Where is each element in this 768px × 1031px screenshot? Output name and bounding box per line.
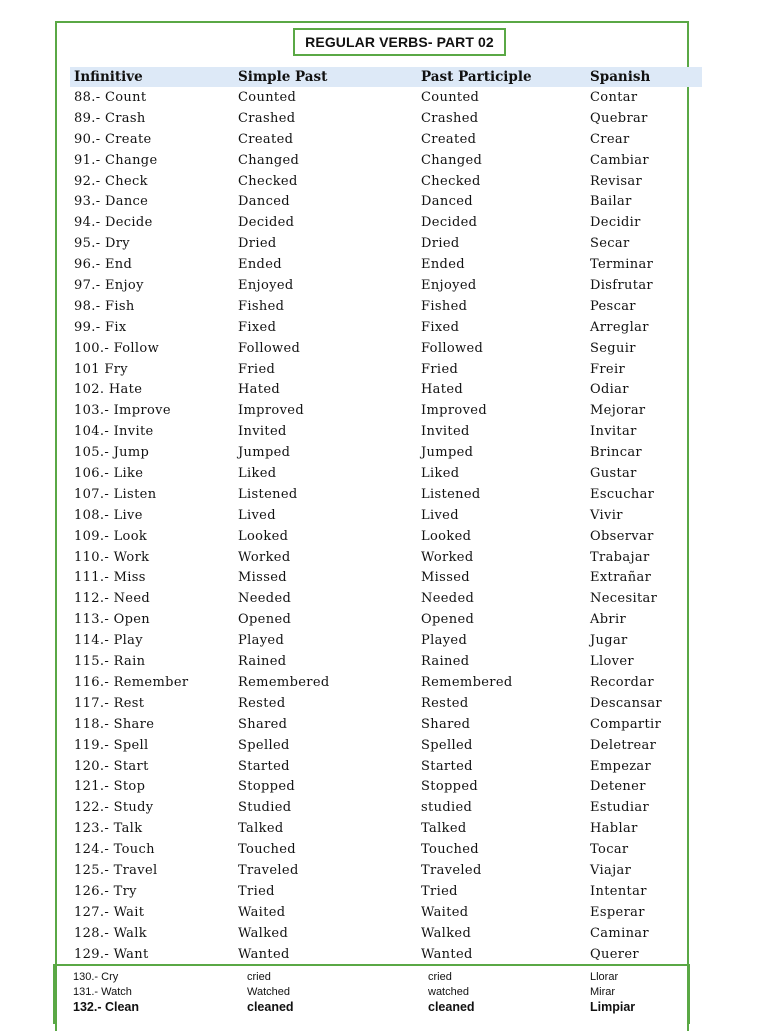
- table-row: [0, 464, 768, 485]
- infinitive-cell: 94.- Decide: [74, 215, 153, 231]
- simple-past-cell: cleaned: [247, 1000, 294, 1014]
- spanish-cell: Llorar: [590, 971, 619, 983]
- simple-past-cell: Fried: [238, 361, 276, 377]
- page-title-text: REGULAR VERBS- PART 02: [305, 34, 494, 50]
- infinitive-cell: 120.- Start: [74, 758, 149, 774]
- simple-past-cell: Walked: [238, 925, 289, 941]
- table-row: [0, 506, 768, 527]
- table-row: [0, 276, 768, 297]
- past-participle-cell: Crashed: [421, 110, 479, 126]
- simple-past-cell: Worked: [238, 549, 291, 565]
- table-row: [0, 151, 768, 172]
- simple-past-cell: Counted: [238, 90, 297, 105]
- past-participle-cell: Invited: [421, 424, 470, 440]
- simple-past-cell: Opened: [238, 612, 292, 628]
- simple-past-cell: Jumped: [238, 445, 291, 461]
- spanish-cell: Contar: [590, 90, 638, 105]
- spanish-cell: Necesitar: [590, 591, 658, 607]
- table-row: [0, 527, 768, 548]
- past-participle-cell: Stopped: [421, 779, 479, 795]
- past-participle-cell: Hated: [421, 382, 464, 398]
- simple-past-cell: Tried: [238, 883, 275, 899]
- table-row: [0, 924, 768, 945]
- simple-past-cell: Followed: [238, 340, 301, 356]
- past-participle-cell: Followed: [421, 340, 484, 356]
- spanish-cell: Freir: [590, 361, 626, 377]
- past-participle-cell: Checked: [421, 173, 481, 189]
- simple-past-cell: Shared: [238, 716, 288, 732]
- simple-past-cell: Improved: [238, 403, 304, 419]
- simple-past-cell: Checked: [238, 173, 298, 189]
- infinitive-cell: 98.- Fish: [74, 298, 135, 314]
- table-row: [0, 568, 768, 589]
- simple-past-cell: Invited: [238, 424, 287, 440]
- spanish-cell: Revisar: [590, 173, 643, 189]
- table-row: [0, 548, 768, 569]
- past-participle-cell: Ended: [421, 257, 465, 273]
- spanish-cell: Arreglar: [590, 319, 649, 335]
- past-participle-cell: Fixed: [421, 319, 460, 335]
- infinitive-cell: 103.- Improve: [74, 403, 171, 419]
- table-row: [0, 318, 768, 339]
- header-infinitive: Infinitive: [74, 69, 143, 85]
- table-row: [0, 360, 768, 381]
- spanish-cell: Quebrar: [590, 110, 648, 126]
- simple-past-cell: Waited: [238, 904, 286, 920]
- spanish-cell: Brincar: [590, 445, 642, 461]
- simple-past-cell: Decided: [238, 215, 295, 231]
- infinitive-cell: 99.- Fix: [74, 319, 127, 335]
- table-row: [0, 819, 768, 840]
- table-row: [0, 945, 768, 966]
- simple-past-cell: Wanted: [238, 946, 290, 962]
- simple-past-cell: Looked: [238, 528, 289, 544]
- spanish-cell: Intentar: [590, 883, 647, 899]
- past-participle-cell: cried: [428, 971, 452, 983]
- spanish-cell: Jugar: [590, 633, 628, 649]
- past-participle-cell: Looked: [421, 528, 472, 544]
- table-row: [0, 172, 768, 193]
- simple-past-cell: Stopped: [238, 779, 296, 795]
- simple-past-cell: Dried: [238, 236, 277, 252]
- table-row: [0, 757, 768, 778]
- spanish-cell: Secar: [590, 236, 630, 252]
- past-participle-cell: Enjoyed: [421, 278, 477, 294]
- past-participle-cell: Tried: [421, 883, 458, 899]
- past-participle-cell: Jumped: [421, 445, 474, 461]
- infinitive-cell: 109.- Look: [74, 528, 148, 544]
- simple-past-cell: Lived: [238, 507, 276, 523]
- spanish-cell: Empezar: [590, 758, 652, 774]
- table-header: [70, 67, 702, 87]
- table-row: [0, 694, 768, 715]
- past-participle-cell: Walked: [421, 925, 472, 941]
- past-participle-cell: Needed: [421, 591, 475, 607]
- simple-past-cell: Crashed: [238, 110, 296, 126]
- simple-past-cell: Played: [238, 633, 285, 649]
- past-participle-cell: cleaned: [428, 1000, 475, 1014]
- past-participle-cell: watched: [428, 986, 469, 998]
- table-row: [0, 589, 768, 610]
- past-participle-cell: Danced: [421, 194, 473, 210]
- simple-past-cell: Hated: [238, 382, 281, 398]
- past-participle-cell: Lived: [421, 507, 459, 523]
- spanish-cell: Extrañar: [590, 570, 652, 586]
- infinitive-cell: 113.- Open: [74, 612, 151, 628]
- past-participle-cell: Improved: [421, 403, 487, 419]
- simple-past-cell: Talked: [238, 821, 284, 837]
- simple-past-cell: Created: [238, 131, 294, 147]
- simple-past-cell: Needed: [238, 591, 292, 607]
- past-participle-cell: Missed: [421, 570, 470, 586]
- spanish-cell: Mirar: [590, 986, 616, 998]
- table-row: [0, 777, 768, 798]
- simple-past-cell: Liked: [238, 466, 277, 482]
- infinitive-cell: 126.- Try: [74, 883, 137, 899]
- past-participle-cell: Rested: [421, 695, 469, 711]
- table-row: [0, 109, 768, 130]
- past-participle-cell: Touched: [421, 842, 479, 858]
- spanish-cell: Limpiar: [590, 1000, 636, 1014]
- spanish-cell: Seguir: [590, 340, 636, 356]
- spanish-cell: Trabajar: [590, 549, 650, 565]
- past-participle-cell: Created: [421, 131, 477, 147]
- spanish-cell: Observar: [590, 528, 654, 544]
- simple-past-cell: Changed: [238, 152, 300, 168]
- infinitive-cell: 105.- Jump: [74, 445, 150, 461]
- table-row: [0, 840, 768, 861]
- spanish-cell: Cambiar: [590, 152, 649, 168]
- table-row: [0, 882, 768, 903]
- simple-past-cell: Listened: [238, 486, 298, 502]
- past-participle-cell: Dried: [421, 236, 460, 252]
- infinitive-cell: 104.- Invite: [74, 424, 154, 440]
- infinitive-cell: 122.- Study: [74, 800, 154, 816]
- past-participle-cell: Fried: [421, 361, 459, 377]
- infinitive-cell: 102. Hate: [74, 382, 143, 398]
- simple-past-cell: Touched: [238, 842, 296, 858]
- simple-past-cell: Enjoyed: [238, 278, 294, 294]
- infinitive-cell: 115.- Rain: [74, 654, 146, 670]
- infinitive-cell: 92.- Check: [74, 173, 148, 189]
- table-row: [0, 861, 768, 882]
- spanish-cell: Descansar: [590, 695, 662, 711]
- past-participle-cell: Decided: [421, 215, 478, 231]
- past-participle-cell: Opened: [421, 612, 475, 628]
- spanish-cell: Compartir: [590, 716, 662, 732]
- table-row: [0, 255, 768, 276]
- infinitive-cell: 93.- Dance: [74, 194, 149, 210]
- spanish-cell: Llover: [590, 654, 634, 670]
- spanish-cell: Decidir: [590, 215, 641, 231]
- infinitive-cell: 121.- Stop: [74, 779, 146, 795]
- past-participle-cell: studied: [421, 800, 473, 816]
- past-participle-cell: Shared: [421, 716, 471, 732]
- table-row: [0, 736, 768, 757]
- spanish-cell: Recordar: [590, 674, 654, 690]
- past-participle-cell: Fished: [421, 298, 468, 314]
- spanish-cell: Terminar: [590, 257, 654, 273]
- simple-past-cell: Started: [238, 758, 290, 774]
- spanish-cell: Odiar: [590, 382, 629, 398]
- infinitive-cell: 132.- Clean: [73, 1000, 140, 1014]
- infinitive-cell: 123.- Talk: [74, 821, 143, 837]
- infinitive-cell: 90.- Create: [74, 131, 152, 147]
- header-simple-past: Simple Past: [238, 69, 328, 85]
- table-row: [0, 673, 768, 694]
- infinitive-cell: 127.- Wait: [74, 904, 145, 920]
- simple-past-cell: Spelled: [238, 737, 290, 753]
- spanish-cell: Esperar: [590, 904, 645, 920]
- past-participle-cell: Listened: [421, 486, 481, 502]
- past-participle-cell: Waited: [421, 904, 469, 920]
- past-participle-cell: Played: [421, 633, 468, 649]
- infinitive-cell: 96.- End: [74, 257, 133, 273]
- table-row: [0, 443, 768, 464]
- table-row: [0, 380, 768, 401]
- table-row: [0, 485, 768, 506]
- verb-table: [0, 88, 768, 965]
- table-row: [0, 652, 768, 673]
- spanish-cell: Mejorar: [590, 403, 646, 419]
- table-row: [0, 88, 768, 109]
- spanish-cell: Estudiar: [590, 800, 650, 816]
- infinitive-cell: 118.- Share: [74, 716, 155, 732]
- spanish-cell: Abrir: [590, 612, 627, 628]
- page-title: [293, 28, 506, 56]
- infinitive-cell: 131.- Watch: [73, 986, 132, 998]
- past-participle-cell: Worked: [421, 549, 474, 565]
- simple-past-cell: Danced: [238, 194, 290, 210]
- infinitive-cell: 88.- Count: [74, 90, 147, 105]
- past-participle-cell: Started: [421, 758, 473, 774]
- spanish-cell: Pescar: [590, 298, 636, 314]
- table-row: [0, 339, 768, 360]
- past-participle-cell: Wanted: [421, 946, 473, 962]
- past-participle-cell: Rained: [421, 654, 470, 670]
- past-participle-cell: Liked: [421, 466, 460, 482]
- past-participle-cell: Spelled: [421, 737, 473, 753]
- spanish-cell: Bailar: [590, 194, 632, 210]
- past-participle-cell: Remembered: [421, 674, 513, 690]
- simple-past-cell: Rested: [238, 695, 286, 711]
- infinitive-cell: 130.- Cry: [73, 971, 119, 983]
- table-row: [0, 903, 768, 924]
- table-row: [0, 234, 768, 255]
- spanish-cell: Viajar: [590, 862, 632, 878]
- infinitive-cell: 112.- Need: [74, 591, 151, 607]
- simple-past-cell: Fished: [238, 298, 285, 314]
- infinitive-cell: 128.- Walk: [74, 925, 147, 941]
- simple-past-cell: Traveled: [238, 862, 299, 878]
- spanish-cell: Caminar: [590, 925, 649, 941]
- spanish-cell: Tocar: [590, 842, 629, 858]
- simple-past-cell: Remembered: [238, 674, 330, 690]
- table-row: [0, 422, 768, 443]
- infinitive-cell: 111.- Miss: [74, 570, 146, 586]
- infinitive-cell: 91.- Change: [74, 152, 158, 168]
- infinitive-cell: 110.- Work: [74, 549, 150, 565]
- infinitive-cell: 125.- Travel: [74, 862, 158, 878]
- spanish-cell: Gustar: [590, 466, 637, 482]
- past-participle-cell: Talked: [421, 821, 467, 837]
- infinitive-cell: 89.- Crash: [74, 110, 146, 126]
- table-row: [0, 610, 768, 631]
- infinitive-cell: 108.- Live: [74, 507, 143, 523]
- infinitive-cell: 101 Fry: [74, 361, 128, 377]
- simple-past-cell: Ended: [238, 257, 282, 273]
- spanish-cell: Vivir: [590, 507, 623, 523]
- spanish-cell: Querer: [590, 946, 639, 962]
- simple-past-cell: Missed: [238, 570, 287, 586]
- header-spanish: Spanish: [590, 69, 651, 85]
- simple-past-cell: Fixed: [238, 319, 277, 335]
- spanish-cell: Deletrear: [590, 737, 657, 753]
- table-row: [0, 297, 768, 318]
- spanish-cell: Invitar: [590, 424, 637, 440]
- infinitive-cell: 97.- Enjoy: [74, 278, 144, 294]
- simple-past-cell: cried: [247, 971, 271, 983]
- infinitive-cell: 107.- Listen: [74, 486, 157, 502]
- table-row: [0, 715, 768, 736]
- simple-past-cell: Rained: [238, 654, 287, 670]
- infinitive-cell: 129.- Want: [74, 946, 149, 962]
- header-past-participle: Past Participle: [421, 69, 532, 85]
- spanish-cell: Detener: [590, 779, 646, 795]
- past-participle-cell: Counted: [421, 90, 480, 105]
- table-row: [0, 401, 768, 422]
- infinitive-cell: 117.- Rest: [74, 695, 145, 711]
- simple-past-cell: Studied: [238, 800, 292, 816]
- spanish-cell: Disfrutar: [590, 278, 653, 294]
- infinitive-cell: 124.- Touch: [74, 842, 155, 858]
- infinitive-cell: 116.- Remember: [74, 674, 189, 690]
- infinitive-cell: 100.- Follow: [74, 340, 160, 356]
- spanish-cell: Crear: [590, 131, 630, 147]
- simple-past-cell: Watched: [247, 986, 291, 998]
- table-row: [0, 213, 768, 234]
- table-row: [0, 798, 768, 819]
- table-row: [0, 192, 768, 213]
- infinitive-cell: 95.- Dry: [74, 236, 130, 252]
- infinitive-cell: 114.- Play: [74, 633, 143, 649]
- infinitive-cell: 106.- Like: [74, 466, 144, 482]
- past-participle-cell: Changed: [421, 152, 483, 168]
- table-row: [0, 631, 768, 652]
- spanish-cell: Escuchar: [590, 486, 655, 502]
- infinitive-cell: 119.- Spell: [74, 737, 149, 753]
- table-row: [0, 130, 768, 151]
- past-participle-cell: Traveled: [421, 862, 482, 878]
- spanish-cell: Hablar: [590, 821, 638, 837]
